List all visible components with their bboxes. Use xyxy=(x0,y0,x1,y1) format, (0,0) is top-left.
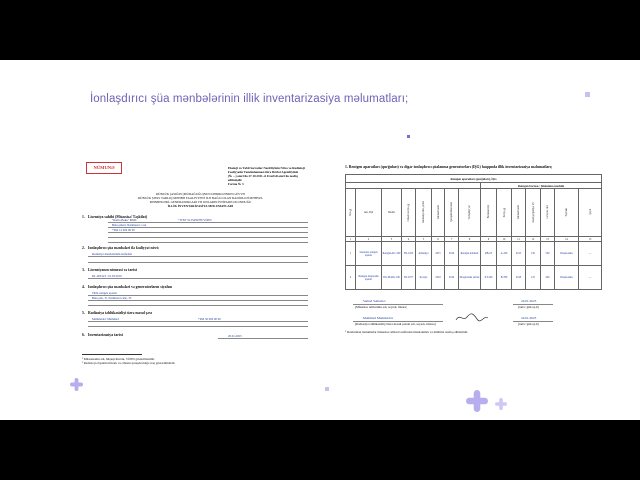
approval-line: Fəaliyyətin Tənzimlənməsi üzrə Dövlət Agentliyinin xyxy=(228,170,299,174)
table-cell: 125 xyxy=(526,266,541,290)
signature-scribble xyxy=(455,311,489,323)
footnote: ¹ Müəssisənin adı, hüquqi ünvanı, VÖEN göstərilməlidir. xyxy=(82,357,155,361)
field-value: "TTM" 0123456789 VÖEN xyxy=(178,218,212,222)
section-number: 4. xyxy=(82,285,85,289)
section-number: 3. xyxy=(82,268,85,272)
table-cell: Koreya xyxy=(416,266,432,290)
section-label: İnventarizasiya tarixi xyxy=(88,333,123,337)
signatory-name: Məmməd Məmmədov xyxy=(363,316,394,320)
field-value: Radiasiya mənbələrinin istifadəsi xyxy=(92,252,132,256)
field-value: +994 50 000 00 00 xyxy=(198,317,221,321)
field-value: Bakı şəhəri, Nərimanov r-nu xyxy=(112,223,147,227)
table-subheading: Rentgen borusu / Şüalanma modulu xyxy=(481,183,602,189)
column-number: 14 xyxy=(555,237,579,242)
column-number: 11 xyxy=(512,237,526,242)
table-cell: Diaqnostika xyxy=(555,242,579,266)
slide-title: İonlaşdırıcı şüa mənbələrinin illik inventarizasiya məlumatları; xyxy=(90,93,409,105)
column-header: Model xyxy=(382,189,402,237)
table-cell: XT-200 xyxy=(481,266,497,290)
table-cell: A-456 xyxy=(497,242,512,266)
approval-line: edilmişdir. xyxy=(228,178,243,182)
table-cell: Diaqnostika xyxy=(555,266,579,290)
table-cell: 2019 xyxy=(445,266,459,290)
column-header: Yerləşdiyi yer xyxy=(459,189,481,237)
plus-decor-icon xyxy=(466,390,488,412)
column-header: İstehsalçı ölkə, şirkət xyxy=(416,189,432,237)
table-cell: 500 xyxy=(541,242,555,266)
decor-dot xyxy=(407,135,410,138)
footnote: ² Radioloji obyektin ünvanı və cihazın quraşdırıldığı otaq göstərilməlidir. xyxy=(82,361,176,365)
table-cell: Rentgen-Pro 300 xyxy=(382,242,402,266)
column-header: Borunun tipi xyxy=(481,189,497,237)
section-number: 5. xyxy=(82,311,85,315)
table-cell: 1 xyxy=(346,242,356,266)
column-header: Anod gərginliyi, kV xyxy=(526,189,541,237)
column-number: 3 xyxy=(382,237,402,242)
form-heading: RÜBLÜK ŞƏXS VARLIQ MƏNBƏ FAALIYYƏTİ İLƏ BAĞLI OLAN RADİOLOJİ MƏHSUL xyxy=(138,196,263,200)
table-cell: Diaqnostika şöbəsi xyxy=(459,266,481,290)
column-number: 1 xyxy=(346,237,356,242)
column-number: 4 xyxy=(402,237,416,242)
slide xyxy=(0,60,640,420)
sample-stamp: NÜMUNƏ xyxy=(86,162,122,174)
date-label: (tarix: gün.ay.il) xyxy=(518,322,539,326)
signatory-role: (Müəssisə rəhbərinin adı, soyadı, imzası) xyxy=(355,305,408,309)
plus-decor-icon xyxy=(495,398,507,410)
table-cell: 150 xyxy=(526,242,541,266)
column-header: Quraşdırılma tarixi xyxy=(445,189,459,237)
column-number: 7 xyxy=(445,237,459,242)
approval-line: Ekoloji və Təbii Sərvətlər Nazirliyinin Nüvə və Radioloji xyxy=(228,166,305,170)
date-label: (tarix: gün.ay.il) xyxy=(518,305,539,309)
table-cell: 2015 xyxy=(432,242,445,266)
column-header: Adı, Tipi xyxy=(356,189,382,237)
table-cell: DX-Mobile 100 xyxy=(382,266,402,290)
column-number: 5 xyxy=(416,237,432,242)
column-number: 2 xyxy=(356,237,382,242)
table-row xyxy=(346,266,602,290)
table-cell: Almaniya xyxy=(416,242,432,266)
column-header: Sıra № xyxy=(346,189,356,237)
column-number: 15 xyxy=(579,237,602,242)
column-header: İstehsal tarixi xyxy=(512,189,526,237)
table-cell: B-789 xyxy=(497,266,512,290)
table-cell: 400 xyxy=(541,266,555,290)
table-cell: — xyxy=(579,242,602,266)
signature-date: 24.01.2023 xyxy=(521,299,537,303)
column-number: 8 xyxy=(459,237,481,242)
signature-date: 24.01.2023 xyxy=(521,316,537,320)
table-cell: SN-1023 xyxy=(402,242,416,266)
section-label: Radiasiya təhlükəsizliyi üzrə məsul şəxs xyxy=(88,311,153,315)
decor-square xyxy=(325,387,329,391)
plus-decor-icon xyxy=(70,378,83,391)
table-cell: 2016 xyxy=(445,242,459,266)
section-number: 1. xyxy=(82,215,85,219)
column-header: Cihazın seriya № xyxy=(402,189,416,237)
field-value: +994 12 000 00 00 xyxy=(112,228,135,232)
section-number: 6. xyxy=(82,333,85,337)
form-page-1 xyxy=(78,158,323,374)
table-cell: — xyxy=(579,266,602,290)
section-label: İonlaşdırıcı şüa mənbələri ilə fəaliyyət növü xyxy=(88,246,159,250)
table-cell: Stasionar rentgen aparatı xyxy=(356,242,382,266)
table-cell: 2 xyxy=(346,266,356,290)
form-heading: MƏNBƏLƏRİ, GENERATORLARI VƏ ONLARIN İSTİFADƏ OLUNDUĞU xyxy=(149,200,252,204)
field-value: 20.01.2023 xyxy=(228,334,242,338)
column-number: 12 xyxy=(526,237,541,242)
section-label: Lisenziya sahibi (Müəssisə/ Təşkilat) xyxy=(88,215,148,219)
approval-line: (№ ...) əmri ilə 27.10.2011-ci il tarixli əmri ilə təsdiq xyxy=(228,174,298,178)
signatory-name: Səməd Səmədov xyxy=(363,299,386,303)
table-cell: SN-2077 xyxy=(402,266,416,290)
table-cell: Rentgen kabineti xyxy=(459,242,481,266)
form-heading: İLLİK İNVENTARİZASİYA MƏLUMATLARI xyxy=(167,204,234,208)
field-value: Məmmədov Məmməd xyxy=(92,317,119,321)
inventory-table xyxy=(345,174,602,290)
table-cell: RB-23 xyxy=(481,242,497,266)
table-cell: 2015 xyxy=(512,242,526,266)
footnote: ¹ Doldurulan məlumatlar müəssisə rəhbəri tərəfindən imzalanmalı və möhürlə təsdiq edilməlidir. xyxy=(345,330,469,334)
section-number: 2. xyxy=(82,246,85,250)
column-header: Cərəyan, mA xyxy=(541,189,555,237)
form-heading: RÜBLÜK (ASIĞIN (MÜDAĞUĞU)NUN DƏRIKLƏNDƏ GÜVVƏ xyxy=(156,192,245,196)
column-number: 6 xyxy=(432,237,445,242)
column-number: 10 xyxy=(497,237,512,242)
table-heading: 1. Rentgen aparatları (qurğuları) və digər ionlaşdırıcı şüalanma generatorları (İŞG) haqqında illik inventarizasiya məlumatları; xyxy=(345,165,553,169)
column-header: Təyinatı xyxy=(555,189,579,237)
table-cell: 2018 xyxy=(512,266,526,290)
field-value: "Radio-Baku" MMC xyxy=(112,218,138,222)
column-number: 13 xyxy=(541,237,555,242)
column-number: 9 xyxy=(481,237,497,242)
table-title: Rentgen aparatları (qurğuları), İŞG xyxy=(346,175,602,183)
table-cell: 2018 xyxy=(432,266,445,290)
section-label: İonlaşdırıcı şüa mənbələri və generatorların siyahısı xyxy=(88,285,173,289)
column-header: Qeyd xyxy=(579,189,602,237)
table-row xyxy=(346,242,602,266)
column-header: Seriya № xyxy=(497,189,512,237)
form-page-2 xyxy=(343,158,605,374)
field-value: Tibbi rentgen aparatı xyxy=(92,291,118,295)
column-header-row xyxy=(346,189,602,237)
field-value: Bakı şəh., N. Nərimanov küç. 35 xyxy=(92,296,132,300)
section-label: Lisenziyanın nömrəsi və tarixi xyxy=(88,268,138,272)
table-cell: Rentgen diaqnostik aparatı xyxy=(356,266,382,290)
signatory-role: (Radiasiya təhlükəsizliyi üzrə məsul şəxsin adı, soyadı, imzası) xyxy=(355,322,436,326)
column-header: İstehsal tarixi xyxy=(432,189,445,237)
field-value: RL-000123 / 01.03.2019 xyxy=(92,274,122,278)
decor-square xyxy=(585,92,590,97)
form-number: Forma № 3 xyxy=(228,182,244,186)
